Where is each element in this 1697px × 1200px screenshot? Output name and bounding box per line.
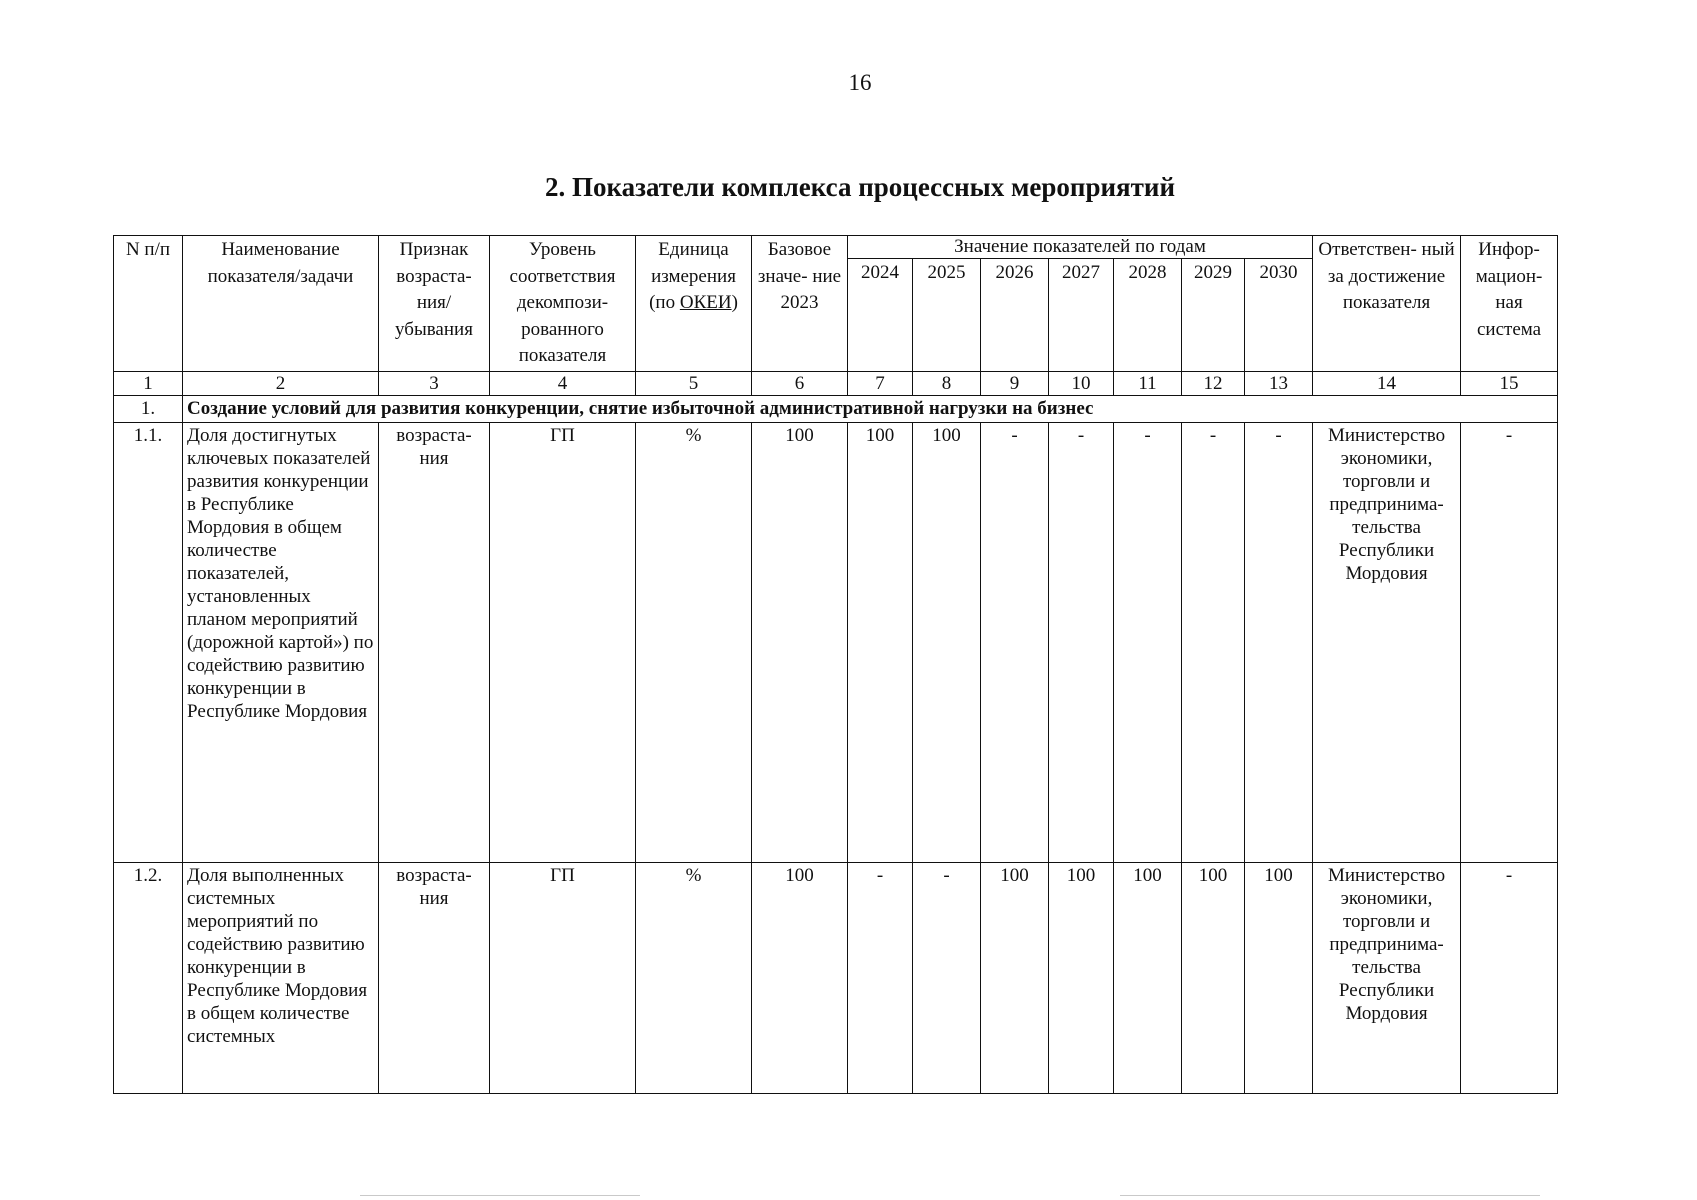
column-number: 13: [1245, 371, 1313, 395]
row-level: ГП: [490, 862, 636, 1093]
row-value: -: [1114, 422, 1182, 862]
header-year: 2026: [981, 259, 1049, 372]
row-base: 100: [752, 422, 848, 862]
header-unit: [636, 236, 752, 372]
section-num: 1.: [114, 395, 183, 422]
column-number: 9: [981, 371, 1049, 395]
row-infosystem: -: [1461, 422, 1558, 862]
row-name: Доля достигнутых ключевых показателей развития конкуренции в Республике Мордовия в общем количестве показателей, установленных планом мероприятий (дорожной картой») по содействию развитию конкуренции в Республике Мордовия: [183, 422, 379, 862]
row-unit: %: [636, 422, 752, 862]
header-unit-close: ): [731, 292, 738, 313]
row-value: -: [1049, 422, 1114, 862]
header-level: Уровень соответствия декомпози- рованного показателя: [490, 236, 636, 372]
header-year: 2024: [848, 259, 913, 372]
row-value: -: [1182, 422, 1245, 862]
header-name: Наименование показателя/задачи: [183, 236, 379, 372]
header-trend: Признак возраста- ния/ убывания: [379, 236, 490, 372]
row-base: 100: [752, 862, 848, 1093]
header-year: 2030: [1245, 259, 1313, 372]
row-value: 100: [981, 862, 1049, 1093]
row-value: 100: [1182, 862, 1245, 1093]
header-unit-okei: ОКЕИ: [679, 292, 732, 313]
row-value: 100: [848, 422, 913, 862]
row-unit: %: [636, 862, 752, 1093]
column-number: 14: [1313, 371, 1461, 395]
header-year: 2027: [1049, 259, 1114, 372]
row-num: 1.2.: [114, 862, 183, 1093]
header-base: Базовое значе- ние 2023: [752, 236, 848, 372]
column-number: 2: [183, 371, 379, 395]
column-number: 4: [490, 371, 636, 395]
section-title: Создание условий для развития конкуренции, снятие избыточной административной нагрузки на бизнес: [183, 395, 1558, 422]
indicators-table: [113, 235, 1558, 1094]
column-number: 5: [636, 371, 752, 395]
header-year: 2028: [1114, 259, 1182, 372]
table-row: [114, 862, 1558, 1093]
column-number: 15: [1461, 371, 1558, 395]
scan-artifact: [1120, 1195, 1540, 1196]
column-number: 8: [913, 371, 981, 395]
row-responsible: Министерство экономики, торговли и предпринима- тельства Республики Мордовия: [1313, 862, 1461, 1093]
column-number: 1: [114, 371, 183, 395]
header-num: N п/п: [114, 236, 183, 372]
column-number: 7: [848, 371, 913, 395]
row-value: -: [1245, 422, 1313, 862]
row-trend: возраста- ния: [379, 422, 490, 862]
row-value: -: [913, 862, 981, 1093]
row-value: 100: [1049, 862, 1114, 1093]
header-row: [114, 236, 1558, 259]
scan-artifact: [360, 1195, 640, 1196]
row-value: -: [848, 862, 913, 1093]
row-name: Доля выполненных системных мероприятий по содействию развитию конкуренции в Республике Мордовия в общем количестве системных: [183, 862, 379, 1093]
header-year: 2029: [1182, 259, 1245, 372]
header-infosystem: Инфор- мацион- ная система: [1461, 236, 1558, 372]
header-year: 2025: [913, 259, 981, 372]
column-number-row: [114, 371, 1558, 395]
header-responsible: Ответствен- ный за достижение показателя: [1313, 236, 1461, 372]
header-unit-text: Единица измерения (по: [649, 239, 736, 313]
table-row: [114, 422, 1558, 862]
row-num: 1.1.: [114, 422, 183, 862]
page-number: 16: [848, 70, 872, 95]
row-value: 100: [913, 422, 981, 862]
row-value: 100: [1245, 862, 1313, 1093]
column-number: 6: [752, 371, 848, 395]
row-trend: возраста- ния: [379, 862, 490, 1093]
document-title: 2. Показатели комплекса процессных мероприятий: [544, 172, 1176, 202]
row-level: ГП: [490, 422, 636, 862]
row-responsible: Министерство экономики, торговли и предпринима- тельства Республики Мордовия: [1313, 422, 1461, 862]
row-infosystem: -: [1461, 862, 1558, 1093]
header-years-group: Значение показателей по годам: [848, 236, 1313, 259]
column-number: 11: [1114, 371, 1182, 395]
column-number: 10: [1049, 371, 1114, 395]
column-number: 12: [1182, 371, 1245, 395]
row-value: 100: [1114, 862, 1182, 1093]
row-value: -: [981, 422, 1049, 862]
column-number: 3: [379, 371, 490, 395]
section-row: [114, 395, 1558, 422]
